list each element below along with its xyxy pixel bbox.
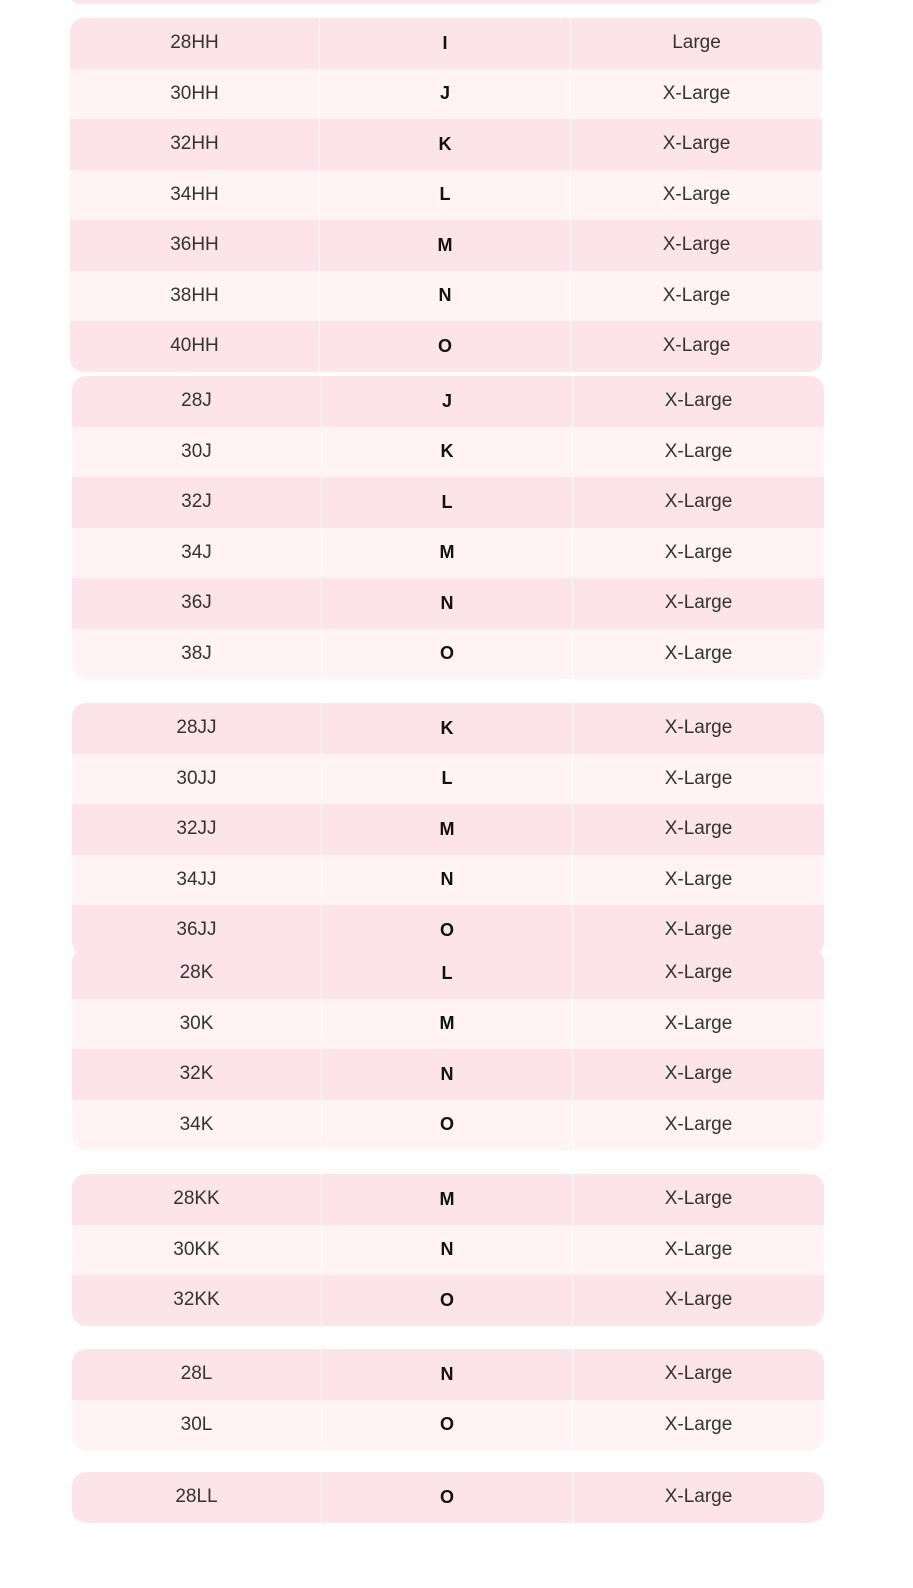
sister-size-cell: L xyxy=(320,170,571,221)
fit-size-cell: X-Large xyxy=(662,183,731,205)
band-size-cell: 38J xyxy=(72,629,322,680)
fit-size-cell: X-Large xyxy=(664,1486,733,1508)
fit-size-cell: X-Large xyxy=(662,82,731,104)
band-size-cell: 30J xyxy=(72,427,322,478)
table-row xyxy=(72,804,824,855)
sister-size-cell: M xyxy=(322,804,573,855)
fit-size-cell: X-Large xyxy=(664,1063,733,1085)
size-table-group xyxy=(72,703,824,956)
fit-size-cell: X-Large xyxy=(662,284,731,306)
sister-size-cell: K xyxy=(320,119,571,170)
size-table-group xyxy=(72,948,824,1150)
band-size-cell: 28HH xyxy=(70,18,320,69)
band-size-cell: 30HH xyxy=(70,69,320,120)
band-size-cell: 38HH xyxy=(70,271,320,322)
table-row xyxy=(72,1400,824,1451)
band-size-cell: 32KK xyxy=(72,1275,322,1326)
fit-size-cell: X-Large xyxy=(664,919,733,941)
table-row xyxy=(70,18,822,69)
band-size-cell: 34J xyxy=(72,528,322,579)
size-table-group xyxy=(72,376,824,679)
band-size-cell: 28J xyxy=(72,376,322,427)
size-table-group xyxy=(72,1349,824,1450)
fit-size-cell: X-Large xyxy=(664,440,733,462)
table-row xyxy=(70,220,822,271)
table-row xyxy=(72,1349,824,1400)
fit-size-cell: X-Large xyxy=(664,767,733,789)
band-size-cell: 34HH xyxy=(70,170,320,221)
table-row xyxy=(72,999,824,1050)
band-size-cell: 30JJ xyxy=(72,754,322,805)
fit-size-cell: X-Large xyxy=(664,1289,733,1311)
table-row xyxy=(70,119,822,170)
fit-size-cell: X-Large xyxy=(662,234,731,256)
table-row xyxy=(72,629,824,680)
sister-size-cell: L xyxy=(322,477,573,528)
table-row xyxy=(72,855,824,906)
fit-size-cell: X-Large xyxy=(664,818,733,840)
fit-size-cell: X-Large xyxy=(664,592,733,614)
fit-size-cell: X-Large xyxy=(664,390,733,412)
size-table-group xyxy=(72,1472,824,1523)
sister-size-cell: K xyxy=(322,427,573,478)
sister-size-cell: O xyxy=(322,1275,573,1326)
fit-size-cell: X-Large xyxy=(664,1113,733,1135)
table-row xyxy=(72,578,824,629)
table-row xyxy=(70,321,822,372)
table-row xyxy=(72,477,824,528)
sister-size-cell: I xyxy=(320,18,571,69)
band-size-cell: 32JJ xyxy=(72,804,322,855)
table-row xyxy=(70,271,822,322)
previous-table-edge xyxy=(70,0,822,4)
table-row xyxy=(72,754,824,805)
table-row xyxy=(72,1275,824,1326)
sister-size-cell: L xyxy=(322,948,573,999)
band-size-cell: 34JJ xyxy=(72,855,322,906)
band-size-cell: 40HH xyxy=(70,321,320,372)
fit-size-cell: X-Large xyxy=(664,868,733,890)
table-row xyxy=(72,1225,824,1276)
band-size-cell: 36J xyxy=(72,578,322,629)
band-size-cell: 28K xyxy=(72,948,322,999)
sister-size-cell: K xyxy=(322,703,573,754)
sister-size-cell: N xyxy=(322,1225,573,1276)
fit-size-cell: X-Large xyxy=(664,491,733,513)
fit-size-cell: X-Large xyxy=(664,1238,733,1260)
fit-size-cell: X-Large xyxy=(664,1363,733,1385)
table-row xyxy=(72,427,824,478)
sister-size-cell: M xyxy=(322,999,573,1050)
sister-size-cell: O xyxy=(322,1400,573,1451)
table-row xyxy=(72,376,824,427)
table-row xyxy=(70,170,822,221)
band-size-cell: 30K xyxy=(72,999,322,1050)
sister-size-cell: O xyxy=(322,1100,573,1151)
table-row xyxy=(72,1472,824,1523)
fit-size-cell: X-Large xyxy=(664,1188,733,1210)
band-size-cell: 32J xyxy=(72,477,322,528)
table-row xyxy=(72,703,824,754)
fit-size-cell: Large xyxy=(672,32,721,54)
fit-size-cell: X-Large xyxy=(664,642,733,664)
sister-size-cell: O xyxy=(322,905,573,956)
band-size-cell: 36HH xyxy=(70,220,320,271)
sister-size-cell: N xyxy=(322,855,573,906)
sister-size-cell: N xyxy=(322,578,573,629)
sister-size-cell: O xyxy=(320,321,571,372)
band-size-cell: 32K xyxy=(72,1049,322,1100)
fit-size-cell: X-Large xyxy=(664,1413,733,1435)
band-size-cell: 34K xyxy=(72,1100,322,1151)
sister-size-cell: N xyxy=(322,1349,573,1400)
table-row xyxy=(72,1100,824,1151)
table-row xyxy=(70,69,822,120)
table-row xyxy=(72,948,824,999)
sister-size-cell: O xyxy=(322,1472,573,1523)
fit-size-cell: X-Large xyxy=(664,717,733,739)
sister-size-cell: M xyxy=(322,1174,573,1225)
band-size-cell: 28L xyxy=(72,1349,322,1400)
fit-size-cell: X-Large xyxy=(662,133,731,155)
sister-size-cell: J xyxy=(320,69,571,120)
band-size-cell: 36JJ xyxy=(72,905,322,956)
sister-size-cell: M xyxy=(320,220,571,271)
size-table-group xyxy=(70,18,822,372)
fit-size-cell: X-Large xyxy=(664,1012,733,1034)
band-size-cell: 30L xyxy=(72,1400,322,1451)
sister-size-cell: O xyxy=(322,629,573,680)
sister-size-cell: L xyxy=(322,754,573,805)
fit-size-cell: X-Large xyxy=(662,335,731,357)
band-size-cell: 28JJ xyxy=(72,703,322,754)
table-row xyxy=(72,1049,824,1100)
table-row xyxy=(72,1174,824,1225)
band-size-cell: 30KK xyxy=(72,1225,322,1276)
table-row xyxy=(72,528,824,579)
band-size-cell: 28KK xyxy=(72,1174,322,1225)
sister-size-cell: M xyxy=(322,528,573,579)
band-size-cell: 28LL xyxy=(72,1472,322,1523)
sister-size-cell: J xyxy=(322,376,573,427)
sister-size-cell: N xyxy=(322,1049,573,1100)
fit-size-cell: X-Large xyxy=(664,962,733,984)
size-table-group xyxy=(72,1174,824,1326)
fit-size-cell: X-Large xyxy=(664,541,733,563)
band-size-cell: 32HH xyxy=(70,119,320,170)
sister-size-cell: N xyxy=(320,271,571,322)
